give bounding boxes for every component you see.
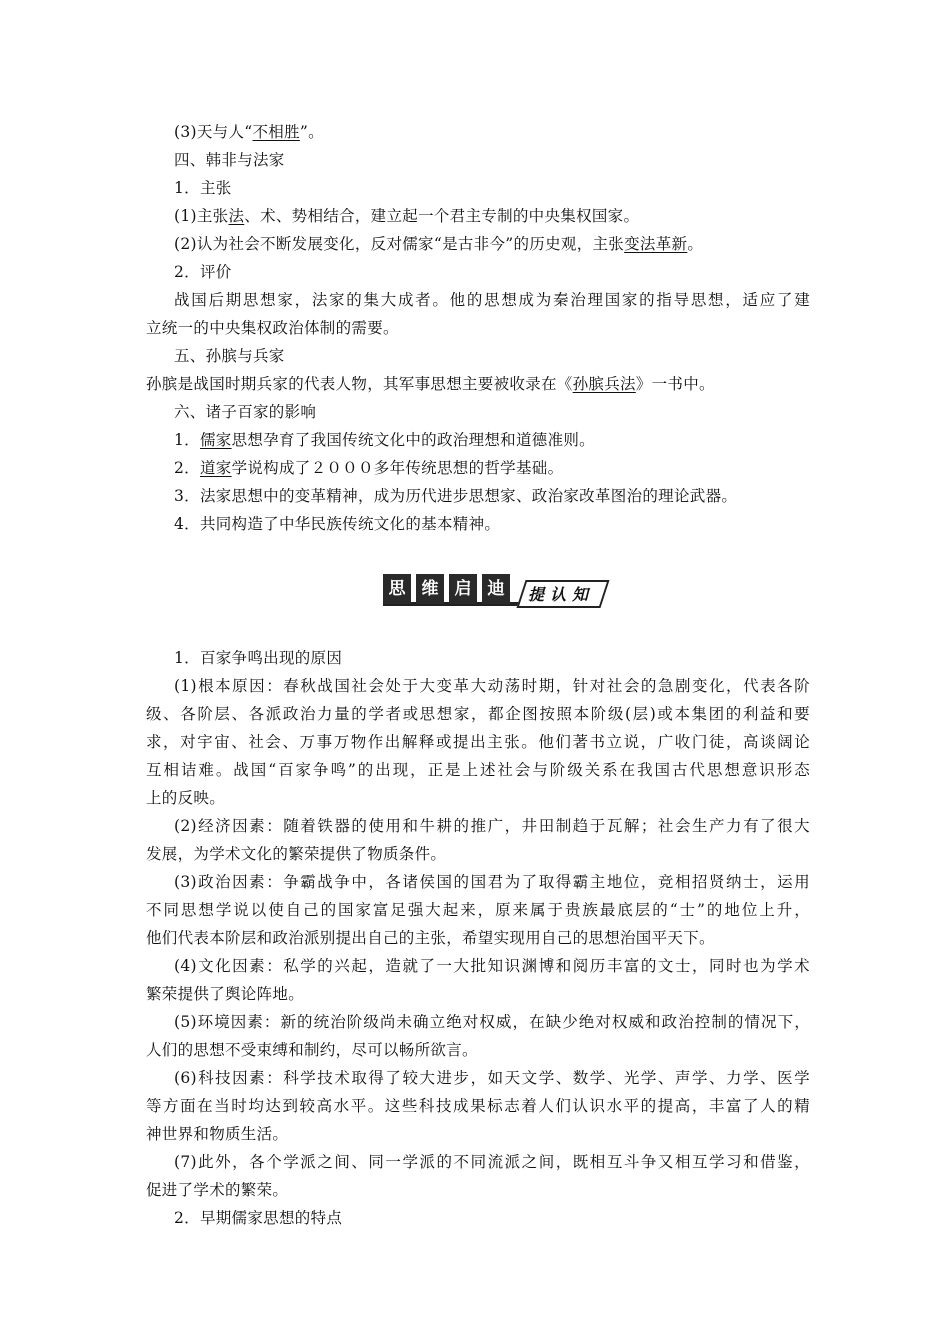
paragraph-line: 他们代表本阶层和政治派别提出自己的主张，希望实现用自己的思想治国平天下。	[146, 929, 715, 947]
paragraph-line: 人们的思想不受束缚和制约，尽可以畅所欲言。	[146, 1041, 478, 1059]
underlined-term: 道家	[199, 459, 232, 477]
line-tian-yu-ren: (3)天与人“不相胜”。	[174, 123, 324, 141]
banner-char: 维	[416, 574, 444, 604]
paragraph-line: 立统一的中央集权政治体制的需要。	[146, 319, 399, 337]
paragraph-line: (5)环境因素：新的统治阶级尚未确立绝对权威，在缺少绝对权威和政治控制的情况下，	[174, 1013, 810, 1031]
paragraph-line: 上的反映。	[146, 789, 226, 807]
heading-han-fei: 四、韩非与法家	[174, 151, 285, 169]
heading-influence: 六、诸子百家的影响	[174, 403, 317, 421]
paragraph-line: 繁荣提供了舆论阵地。	[146, 985, 305, 1003]
paragraph-line: (6)科技因素：科学技术取得了较大进步，如天文学、数学、光学、声学、力学、医学	[174, 1069, 810, 1087]
paragraph-line: 促进了学术的繁荣。	[146, 1181, 289, 1199]
paragraph-line: (1)根本原因：春秋战国社会处于大变革大动荡时期，针对社会的急剧变化，代表各阶	[174, 677, 810, 695]
underlined-term: 孙膑兵法	[572, 375, 636, 393]
paragraph-line: 等方面在当时均达到较高水平。这些科技成果标志着人们认识水平的提高，丰富了人的精	[146, 1097, 810, 1115]
paragraph-line: 孙膑是战国时期兵家的代表人物，其军事思想主要被收录在《孙膑兵法》一书中。	[146, 375, 715, 393]
subheading-reasons: 1．百家争鸣出现的原因	[174, 649, 343, 667]
paragraph-line: (1)主张法、术、势相结合，建立起一个君主专制的中央集权国家。	[174, 207, 640, 225]
paragraph-line: 不同思想学说以使自己的国家富足强大起来，原来属于贵族最底层的“士”的地位上升，	[146, 901, 810, 919]
banner-char: 迪	[482, 574, 510, 604]
paragraph-line: 发展，为学术文化的繁荣提供了物质条件。	[146, 845, 447, 863]
paragraph-line: 战国后期思想家，法家的集大成者。他的思想成为秦治理国家的指导思想，适应了建	[174, 291, 810, 309]
paragraph-line: (2)认为社会不断发展变化，反对儒家“是古非今”的历史观，主张变法革新。	[174, 235, 704, 253]
paragraph-line: (3)政治因素：争霸战争中，各诸侯国的国君为了取得霸主地位，竞相招贤纳士，运用	[174, 873, 810, 891]
subheading-zhuzhang: 1．主张	[174, 179, 232, 197]
list-item: 1．儒家思想孕育了我国传统文化中的政治理想和道德准则。	[174, 431, 595, 449]
paragraph-line: 级、各阶层、各派政治力量的学者或思想家，都企图按照本阶级(层)或本集团的利益和要	[146, 705, 810, 723]
list-item: 4．共同构造了中华民族传统文化的基本精神。	[174, 515, 501, 533]
paragraph-line: 求，对宇宙、社会、万事万物作出解释或提出主张。他们著书立说，广收门徒，高谈阔论	[146, 733, 810, 751]
paragraph-line: 神世界和物质生活。	[146, 1125, 289, 1143]
paragraph-line: (2)经济因素：随着铁器的使用和牛耕的推广，井田制趋于瓦解；社会生产力有了很大	[174, 817, 810, 835]
subheading-confucian: 2．早期儒家思想的特点	[174, 1209, 343, 1227]
underlined-term: 不相胜	[252, 123, 300, 141]
paragraph-line: (7)此外，各个学派之间、同一学派的不同流派之间，既相互斗争又相互学习和借鉴，	[174, 1153, 810, 1171]
banner-tag: 提认知	[528, 585, 595, 604]
paragraph-line: (4)文化因素：私学的兴起，造就了一大批知识渊博和阅历丰富的文士，同时也为学术	[174, 957, 810, 975]
subheading-pingjia: 2．评价	[174, 263, 232, 281]
list-item: 2．道家学说构成了２０００多年传统思想的哲学基础。	[174, 459, 564, 477]
underlined-term: 儒家	[199, 431, 232, 449]
banner-char: 启	[449, 574, 477, 604]
list-item: 3．法家思想中的变革精神，成为历代进步思想家、政治家改革图治的理论武器。	[174, 487, 738, 505]
underlined-term: 法	[228, 207, 245, 225]
banner-char: 思	[383, 574, 411, 604]
underlined-term: 变法革新	[624, 235, 688, 253]
section-banner	[383, 574, 601, 608]
heading-sun-bin: 五、孙膑与兵家	[174, 347, 285, 365]
paragraph-line: 互相诘难。战国“百家争鸣”的出现，正是上述社会与阶级关系在我国古代思想意识形态	[146, 761, 810, 779]
